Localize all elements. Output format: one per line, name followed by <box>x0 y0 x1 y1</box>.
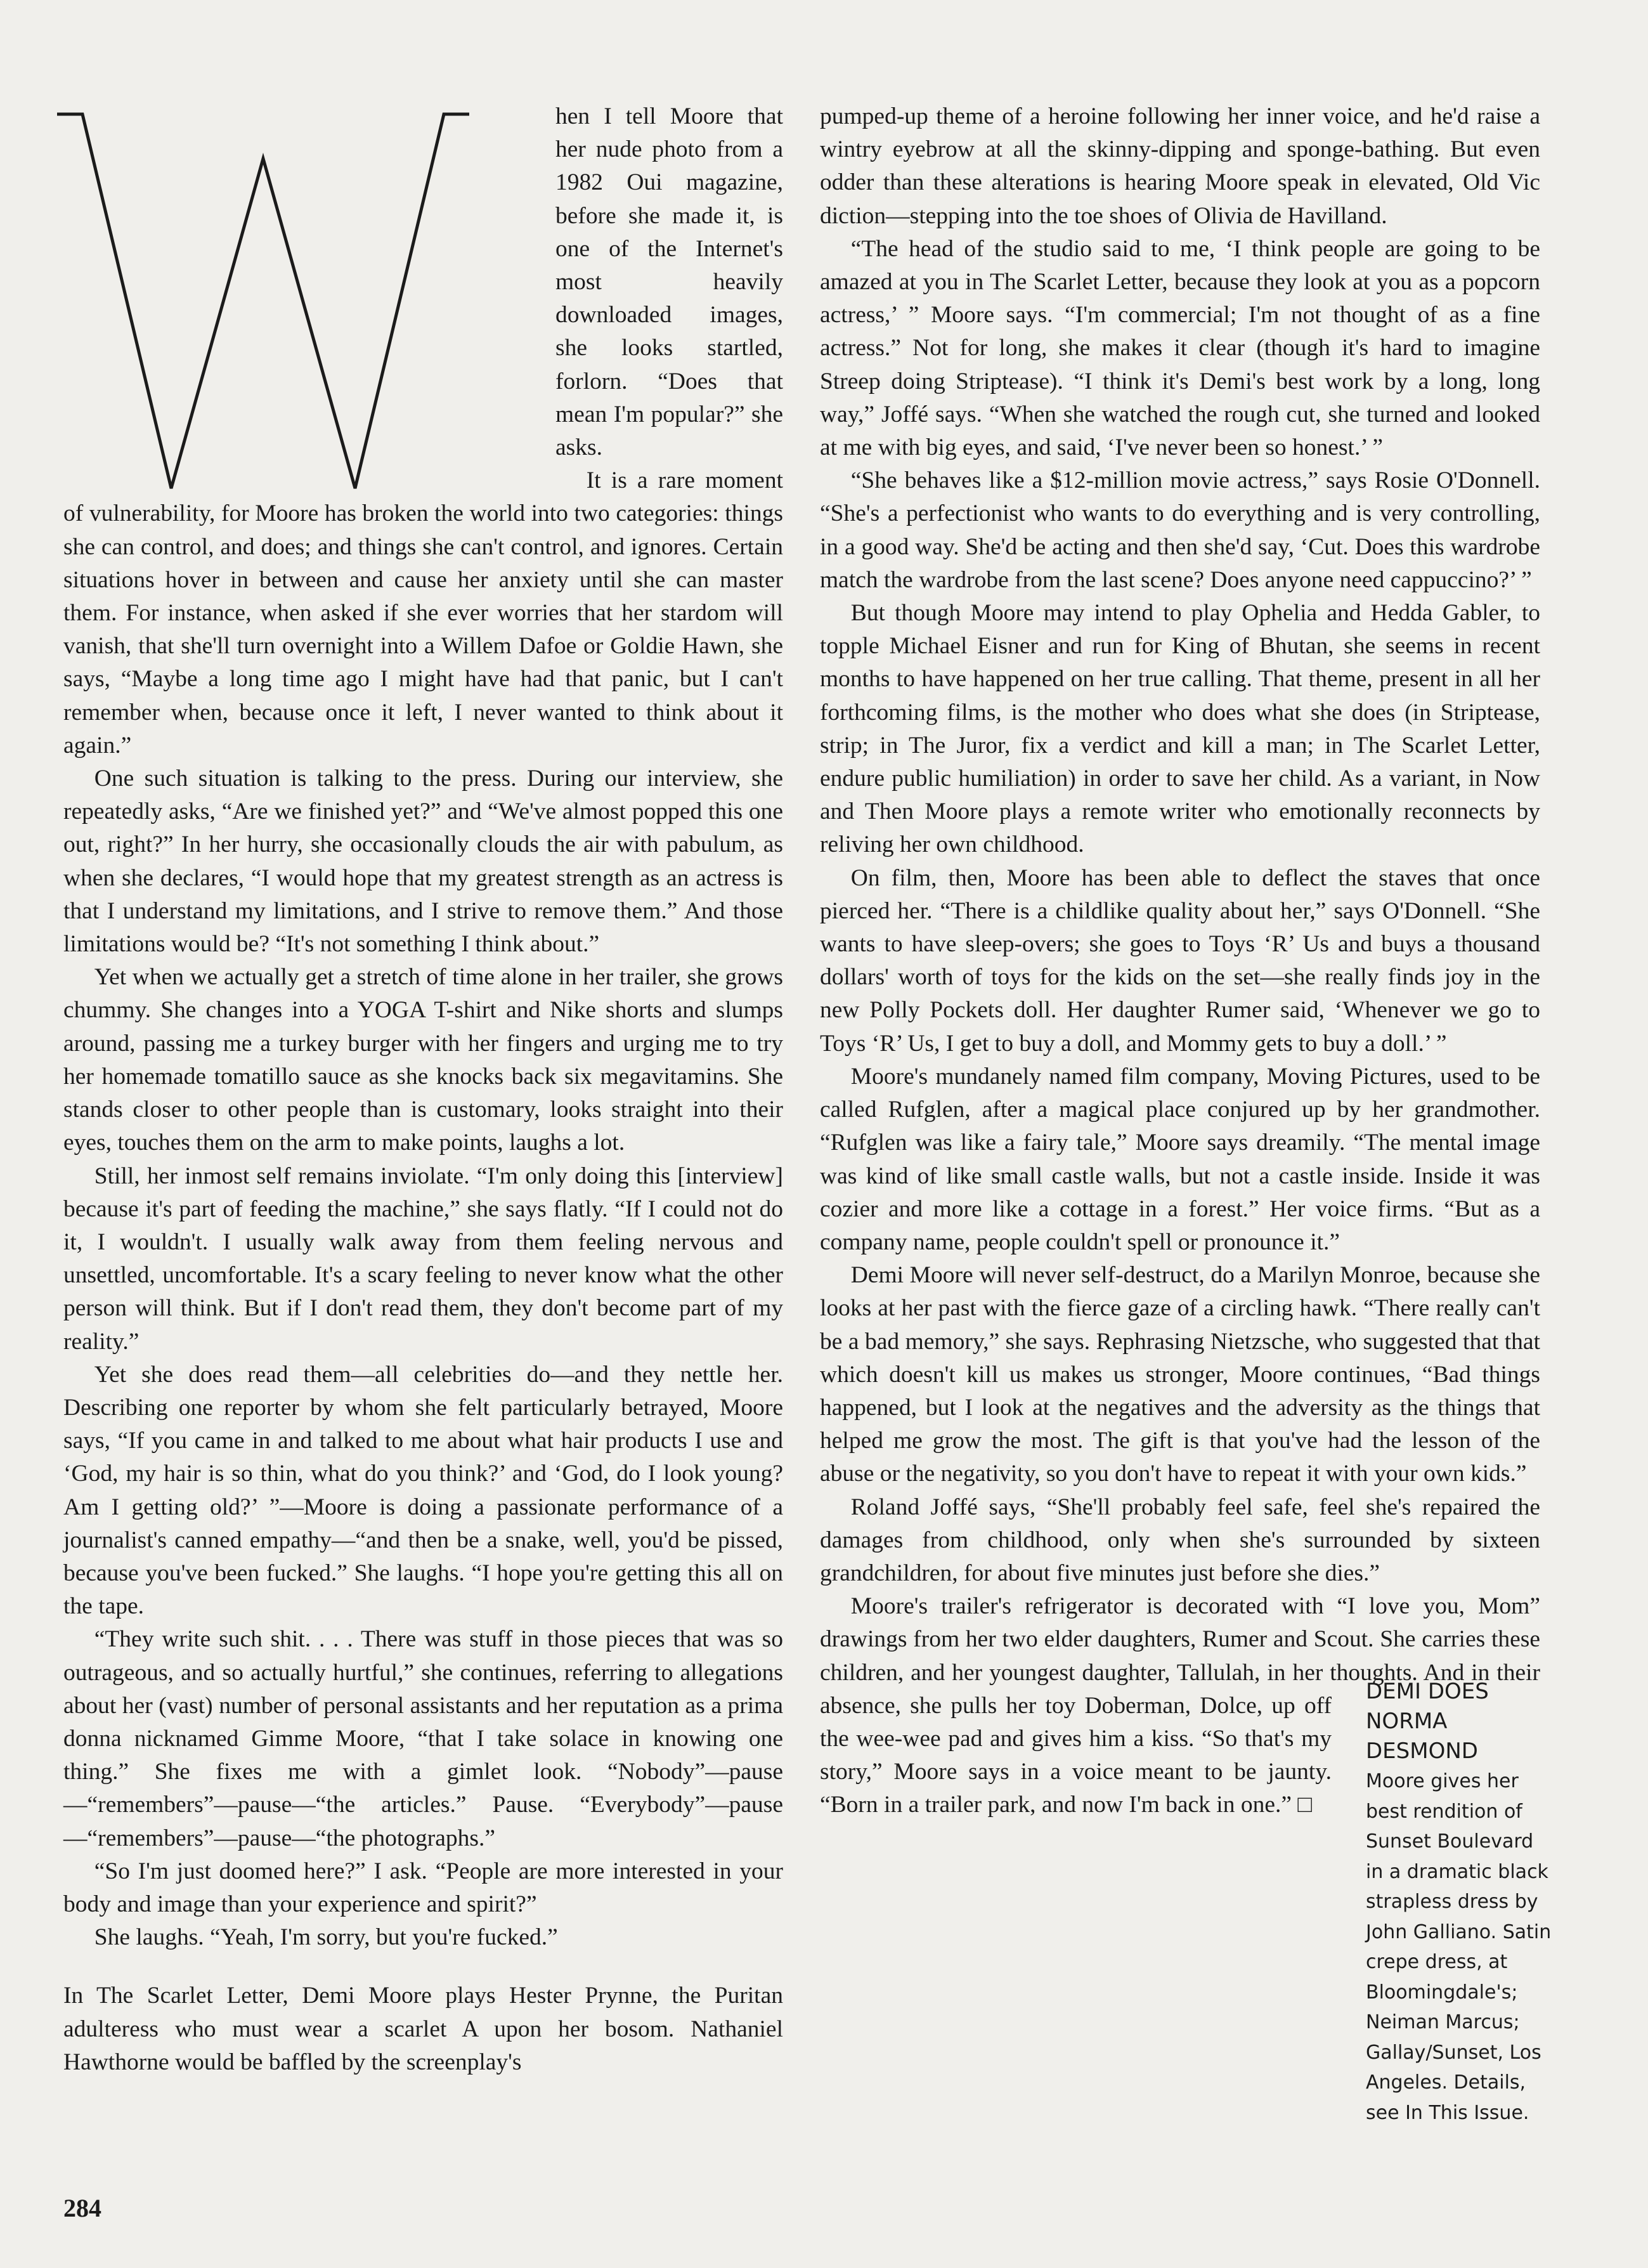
dropcap-w <box>57 108 539 495</box>
photo-caption <box>1366 1677 1556 2128</box>
article-paragraph: She laughs. “Yeah, I'm sorry, but you're fucked.” <box>94 1924 558 1951</box>
article-paragraph: “She behaves like a $12-million movie actress,” says Rosie O'Donnell. “She's a perfectionist who wants to do everything and is very controlling, in a good way. She'd be acting and then she'd say, ‘Cut. Does this wardrobe match the wardrobe from the last scene? Does anyone need cappuccino?’ ” <box>820 467 1540 593</box>
article-column-left <box>63 100 783 2079</box>
article-paragraph: hen I tell Moore that her nude photo from a 1982 Oui magazine, before she made it, is one of the Internet's most heavily downloaded images, she looks startled, forlorn. “Does that mean I'm popular?” she asks. <box>555 103 783 461</box>
article-paragraph: “So I'm just doomed here?” I ask. “People are more interested in your body and image than your experience and spirit?” <box>63 1858 783 1917</box>
article-paragraph: Moore's trailer's refrigerator is decorated with “I love you, Mom” drawings from her two elder daughters, Rumer and Scout. She carries these children, and her youngest daughter, Tallulah, in her thoughts. And in their absence, she pulls her toy Doberman, Dolce, up off the wee-wee pad and gives him a kiss. “So that's my story,” Moore says in a voice meant to be jaunty. “Born in a trailer park, and now I'm back in one.” □ <box>820 1593 1540 1818</box>
article-paragraph: On film, then, Moore has been able to deflect the staves that once pierced her. “There is a childlike quality about her,” says O'Donnell. “She wants to have sleep-overs; she goes to Toys ‘R’ Us and buys a thousand dollars' worth of toys for the kids on the set—she really finds joy in the new Polly Pockets doll. Her daughter Rumer said, ‘Whenever we go to Toys ‘R’ Us, I get to buy a doll, and Mommy gets to buy a doll.’ ” <box>820 864 1540 1057</box>
article-paragraph: Demi Moore will never self-destruct, do a Marilyn Monroe, because she looks at her past with the fierce gaze of a circling hawk. “There really can't be a bad memory,” she says. Rephrasing Nietzsche, who suggested that that which doesn't kill us makes us stronger, Moore continues, “Bad things happened, but I look at the negatives and the adversity as the things that helped me grow the most. The gift is that you've had the lesson of the abuse or the negativity, so you don't have to repeat it with your own kids.” <box>820 1262 1540 1487</box>
article-paragraph: But though Moore may intend to play Ophelia and Hedda Gabler, to topple Michael Eisner and run for King of Bhutan, she seems in recent months to have happened on her true calling. That theme, present in all her forthcoming films, is the mother who does what she does (in Striptease, strip; in The Juror, fix a verdict and kill a man; in The Scarlet Letter, endure public humiliation) in order to save her child. As a variant, in Now and Then Moore plays a remote writer who emotionally reconnects by reliving her own childhood. <box>820 600 1540 858</box>
article-paragraph: Still, her inmost self remains inviolate. “I'm only doing this [interview] because it's part of feeding the machine,” she says flatly. “If I could not do it, I wouldn't. I usually walk away from them feeling nervous and unsettled, uncomfortable. It's a scary feeling to never know what the other person will think. But if I don't read them, they don't become part of my reality.” <box>63 1163 783 1355</box>
article-paragraph: Yet she does read them—all celebrities do—and they nettle her. Describing one reporter by whom she felt particularly betrayed, Moore says, “If you came in and talked to me about what hair products I use and ‘God, my hair is so thin, what do you think?’ and ‘God, do I look young? Am I getting old?’ ”—Moore is doing a passionate performance of a journalist's canned empathy—“and then be a snake, well, you'd be pissed, because you've been fucked.” She laughs. “I hope you're getting this all on the tape. <box>63 1361 783 1620</box>
article-paragraph: Yet when we actually get a stretch of time alone in her trailer, she grows chummy. She changes into a YOGA T-shirt and Nike shorts and slumps around, passing me a turkey burger with her fingers and urging me to try her homemade tomatillo sauce as she knocks back six megavitamins. She stands closer to other people than is customary, looks straight into their eyes, touches them on the arm to make points, laughs a lot. <box>63 964 783 1156</box>
page-number: 284 <box>63 2194 101 2222</box>
article-paragraph: “The head of the studio said to me, ‘I think people are going to be amazed at you in The Scarlet Letter, because they look at you as a popcorn actress,’ ” Moore says. “I'm commercial; I'm not thought of as a fine actress.” Not for long, she makes it clear (though it's hard to imagine Streep doing Striptease). “I think it's Demi's best work by a long, long way,” Joffé says. “When she watched the rough cut, she turned and looked at me with big eyes, and said, ‘I've never been so honest.’ ” <box>820 235 1540 461</box>
article-paragraph: pumped-up theme of a heroine following her inner voice, and he'd raise a wintry eyebrow at all the skinny-dipping and sponge-bathing. But even odder than these alterations is hearing Moore speak in elevated, Old Vic diction—stepping into the toe shoes of Olivia de Havilland. <box>820 103 1540 229</box>
article-paragraph: One such situation is talking to the press. During our interview, she repeatedly asks, “Are we finished yet?” and “We've almost popped this one out, right?” In her hurry, she occasionally clouds the air with pabulum, as when she declares, “I would hope that my greatest strength as an actress is that I understand my limitations, and I strive to remove them.” And those limitations would be? “It's not something I think about.” <box>63 766 783 958</box>
article-paragraph: Roland Joffé says, “She'll probably feel safe, feel she's repaired the damages from childhood, only when she's surrounded by sixteen grandchildren, for about five minutes just before she dies.” <box>820 1494 1540 1586</box>
article-paragraph: Moore's mundanely named film company, Moving Pictures, used to be called Rufglen, after a magical place conjured up by her grandmother. “Rufglen was like a fairy tale,” Moore says dreamily. “The mental image was kind of like small castle walls, but not a castle inside. Inside it was cozier and more like a cottage in a forest.” Her voice firms. “But as a company name, people couldn't spell or pronounce it.” <box>820 1063 1540 1255</box>
caption-body: Moore gives her best rendition of Sunset Boulevard in a dramatic black strapless dress by John Galliano. Satin crepe dress, at Bloomingdale's; Neiman Marcus; Gallay/Sunset, Los Angeles. Details, see In This Issue. <box>1366 1770 1552 2124</box>
article-paragraph: It is a rare moment of vulnerability, for Moore has broken the world into two categories: things she can control, and does; and things she can't control, and ignores. Certain situations hover in between and cause her anxiety until she can master them. For instance, when asked if she ever worries that her stardom will vanish, that she'll turn overnight into a Willem Dafoe or Goldie Hawn, she says, “Maybe a long time ago I might have had that panic, but I can't remember when, because once it left, I never wanted to think about it again.” <box>63 467 783 759</box>
article-paragraph: In The Scarlet Letter, Demi Moore plays Hester Prynne, the Puritan adulteress who must wear a scarlet A upon her bosom. Nathaniel Hawthorne would be baffled by the screenplay's <box>63 1983 783 2075</box>
caption-headline: DEMI DOES NORMA DESMOND <box>1366 1679 1489 1764</box>
article-paragraph: “They write such shit. . . . There was stuff in those pieces that was so outrageous, and so actually hurtful,” she continues, referring to allegations about her (vast) number of personal assistants and her reputation as a prima donna nicknamed Gimme Moore, “that I take solace in knowing one thing.” She fixes me with a gimlet look. “Nobody”—pause—“remembers”—pause—“the articles.” Pause. “Everybody”—pause—“remembers”—pause—“the photographs.” <box>63 1626 783 1851</box>
